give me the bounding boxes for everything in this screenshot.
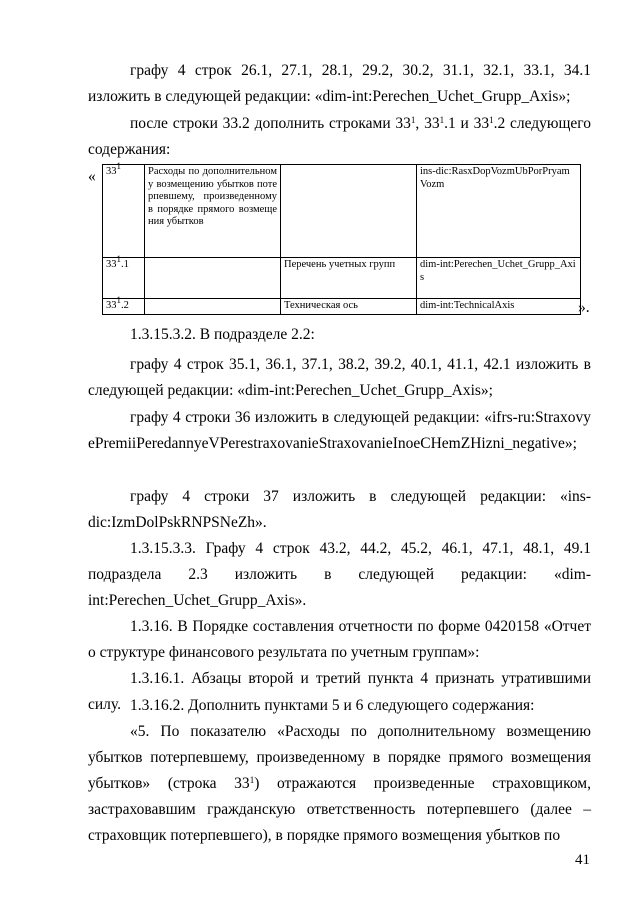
paragraph-1-3-16-1: 1.3.16.1. Абзацы второй и третий пункта 4 признать утратившими силу.: [88, 670, 591, 713]
paragraph-subsection-2-3: 1.3.15.3.3. Графу 4 строк 43.2, 44.2, 45.2, 46.1, 47.1, 48.1, 49.1 подраздела 2.3 изложить в следующей редакции: «dim-int:Perechen_Uchet_Grupp_Axis».: [88, 540, 591, 609]
table-row: [103, 299, 581, 315]
inserted-rows-table: [102, 161, 581, 315]
row-dimension-cell: Техническая ось: [281, 299, 417, 315]
row-number-cell: $33^1$: [103, 165, 145, 258]
table-row: [103, 165, 581, 258]
row-number-cell: $33^1.2$: [103, 299, 145, 315]
row-name-cell: [145, 258, 281, 299]
row-dimension-cell: Перечень учетных групп: [281, 258, 417, 299]
row-element-cell: dim-int:Perechen_Uchet_Grupp_Axis: [417, 258, 581, 299]
table-row: [103, 258, 581, 299]
row-dimension-cell: [281, 165, 417, 258]
page-number: 41: [575, 852, 590, 868]
row-name-cell: Расходы по дополнительному возмещению убытков потерпевшему, произведенному в порядке прямого возмещения убытков: [145, 165, 281, 258]
paragraph-1-3-16-2: 1.3.16.2. Дополнить пунктами 5 и 6 следующего содержания:: [130, 697, 535, 714]
row-name-cell: [145, 299, 281, 315]
paragraph-item-5: «5. По показателю «Расходы по дополнительному возмещению убытков потерпевшему, произведенному в порядке прямого возмещения убытков» (строка $33^1$) отражаются произведенные страховщиком, застраховавшим гражданскую ответственность потерпевшего (далее – страховщик потерпевшего), в порядке прямого возмещения убытков по: [88, 723, 591, 844]
row-element-cell: ins-dic:RasxDopVozmUbPorPryamVozm: [417, 165, 581, 258]
paragraph-column4-row-37: графу 4 строки 37 изложить в следующей редакции: «ins-dic:IzmDolPskRNPSNeZh».: [88, 488, 591, 531]
paragraph-column4-rows-26-34: графу 4 строк 26.1, 27.1, 28.1, 29.2, 30.2, 31.1, 32.1, 33.1, 34.1 изложить в следующей редакции: «dim-int:Perechen_Uchet_Grupp_Axis»;: [88, 62, 591, 105]
paragraph-form-0420158: 1.3.16. В Порядке составления отчетности по форме 0420158 «Отчет о структуре финансового результата по учетным группам»:: [88, 618, 591, 661]
paragraph-column4-row-36: графу 4 строки 36 изложить в следующей редакции: «ifrs-ru:StraxovyePremiiPeredannyeVPerestraxovanieStraxovanieInoeCHemZHizni_negative»;: [88, 409, 591, 452]
row-element-cell: dim-int:TechnicalAxis: [417, 299, 581, 315]
row-number-cell: $33^1.1$: [103, 258, 145, 299]
paragraph-add-rows-33-1: после строки 33.2 дополнить строками $33^1$, $33^1.1$ и $33^1.2$ следующего содержания:: [88, 115, 592, 158]
table-quote-open: «: [88, 168, 96, 185]
table-quote-close: ».: [578, 299, 590, 316]
paragraph-subsection-2-2: 1.3.15.3.2. В подразделе 2.2:: [130, 326, 315, 343]
paragraph-column4-rows-35-42: графу 4 строк 35.1, 36.1, 37.1, 38.2, 39.2, 40.1, 41.1, 42.1 изложить в следующей редакции: «dim-int:Perechen_Uchet_Grupp_Axis»;: [88, 356, 591, 399]
